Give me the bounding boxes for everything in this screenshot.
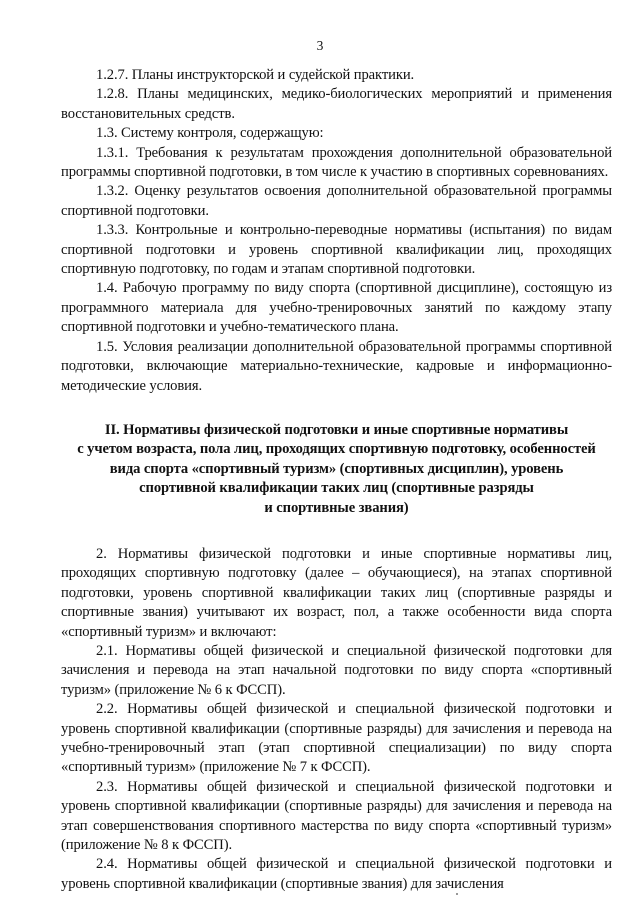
section-heading-line: спортивной квалификации таких лиц (спортивные разряды	[139, 480, 534, 497]
paragraph-2-1: 2.1. Нормативы общей физической и специальной физической подготовки для зачисления и перевода на этап начальной подготовки по виду спорта «спортивный туризм» (приложение № 6 к ФССП).	[61, 642, 612, 698]
section-heading-line: вида спорта «спортивный туризм» (спортивных дисциплин), уровень	[109, 460, 564, 477]
paragraph-1-3: 1.3. Систему контроля, содержащую:	[96, 125, 324, 142]
section-heading	[61, 396, 612, 545]
section-heading-line: с учетом возраста, пола лиц, проходящих спортивную подготовку, особенностей	[77, 441, 596, 458]
paragraph-1-3-1: 1.3.1. Требования к результатам прохождения дополнительной образовательной программы спортивной подготовки, в том числе к участию в спортивных соревнованиях.	[61, 144, 612, 181]
document-body	[61, 66, 612, 894]
section-heading-line: и спортивные звания)	[264, 499, 409, 516]
paragraph-1-3-2: 1.3.2. Оценку результатов освоения дополнительной образовательной программы спортивной подготовки.	[61, 183, 612, 219]
paragraph-2: 2. Нормативы физической подготовки и иные спортивные нормативы лиц, проходящих спортивную подготовку (далее – обучающиеся), на этапах спортивной подготовки, уровень спортивной квалификации таких лиц (спортивные разряды и спортивные звания) учитывают их возраст, пол, а также особенности вида спорта «спортивный туризм» и включают:	[61, 545, 612, 640]
paragraph-2-4: 2.4. Нормативы общей физической и специальной физической подготовки и уровень спортивной квалификации (спортивные звания) для зачисления	[61, 856, 612, 892]
paragraph-1-5: 1.5. Условия реализации дополнительной образовательной программы спортивной подготовки, включающие материально-технические, кадровые и информационно-методические условия.	[61, 338, 612, 394]
paragraph-1-2-8: 1.2.8. Планы медицинских, медико-биологических мероприятий и применения восстановительных средств.	[61, 86, 612, 122]
section-heading-line: II. Нормативы физической подготовки и иные спортивные нормативы	[104, 421, 569, 438]
paragraph-2-2: 2.2. Нормативы общей физической и специальной физической подготовки и уровень спортивной квалификации (спортивные разряды) для зачисления и перевода на учебно-тренировочный этап (этап спортивной специализации) по виду спорта «спортивный туризм» (приложение № 7 к ФССП).	[61, 701, 612, 776]
paragraph-1-4: 1.4. Рабочую программу по виду спорта (спортивной дисциплине), состоящую из программного материала для учебно-тренировочных занятий по каждому этапу спортивной подготовки и учебно-тематического плана.	[61, 280, 612, 336]
scan-speck	[456, 893, 458, 895]
page-number: 3	[316, 38, 324, 53]
paragraph-1-3-3: 1.3.3. Контрольные и контрольно-переводные нормативы (испытания) по видам спортивной подготовки и уровень спортивной квалификации лиц, проходящих спортивную подготовку, по годам и этапам спортивной подготовки.	[61, 222, 612, 278]
paragraph-2-3: 2.3. Нормативы общей физической и специальной физической подготовки и уровень спортивной квалификации (спортивные разряды) для зачисления и перевода на этап совершенствования спортивного мастерства по виду спорта «спортивный туризм» (приложение № 8 к ФССП).	[61, 778, 612, 854]
paragraph-1-2-7: 1.2.7. Планы инструкторской и судейской практики.	[96, 67, 415, 83]
